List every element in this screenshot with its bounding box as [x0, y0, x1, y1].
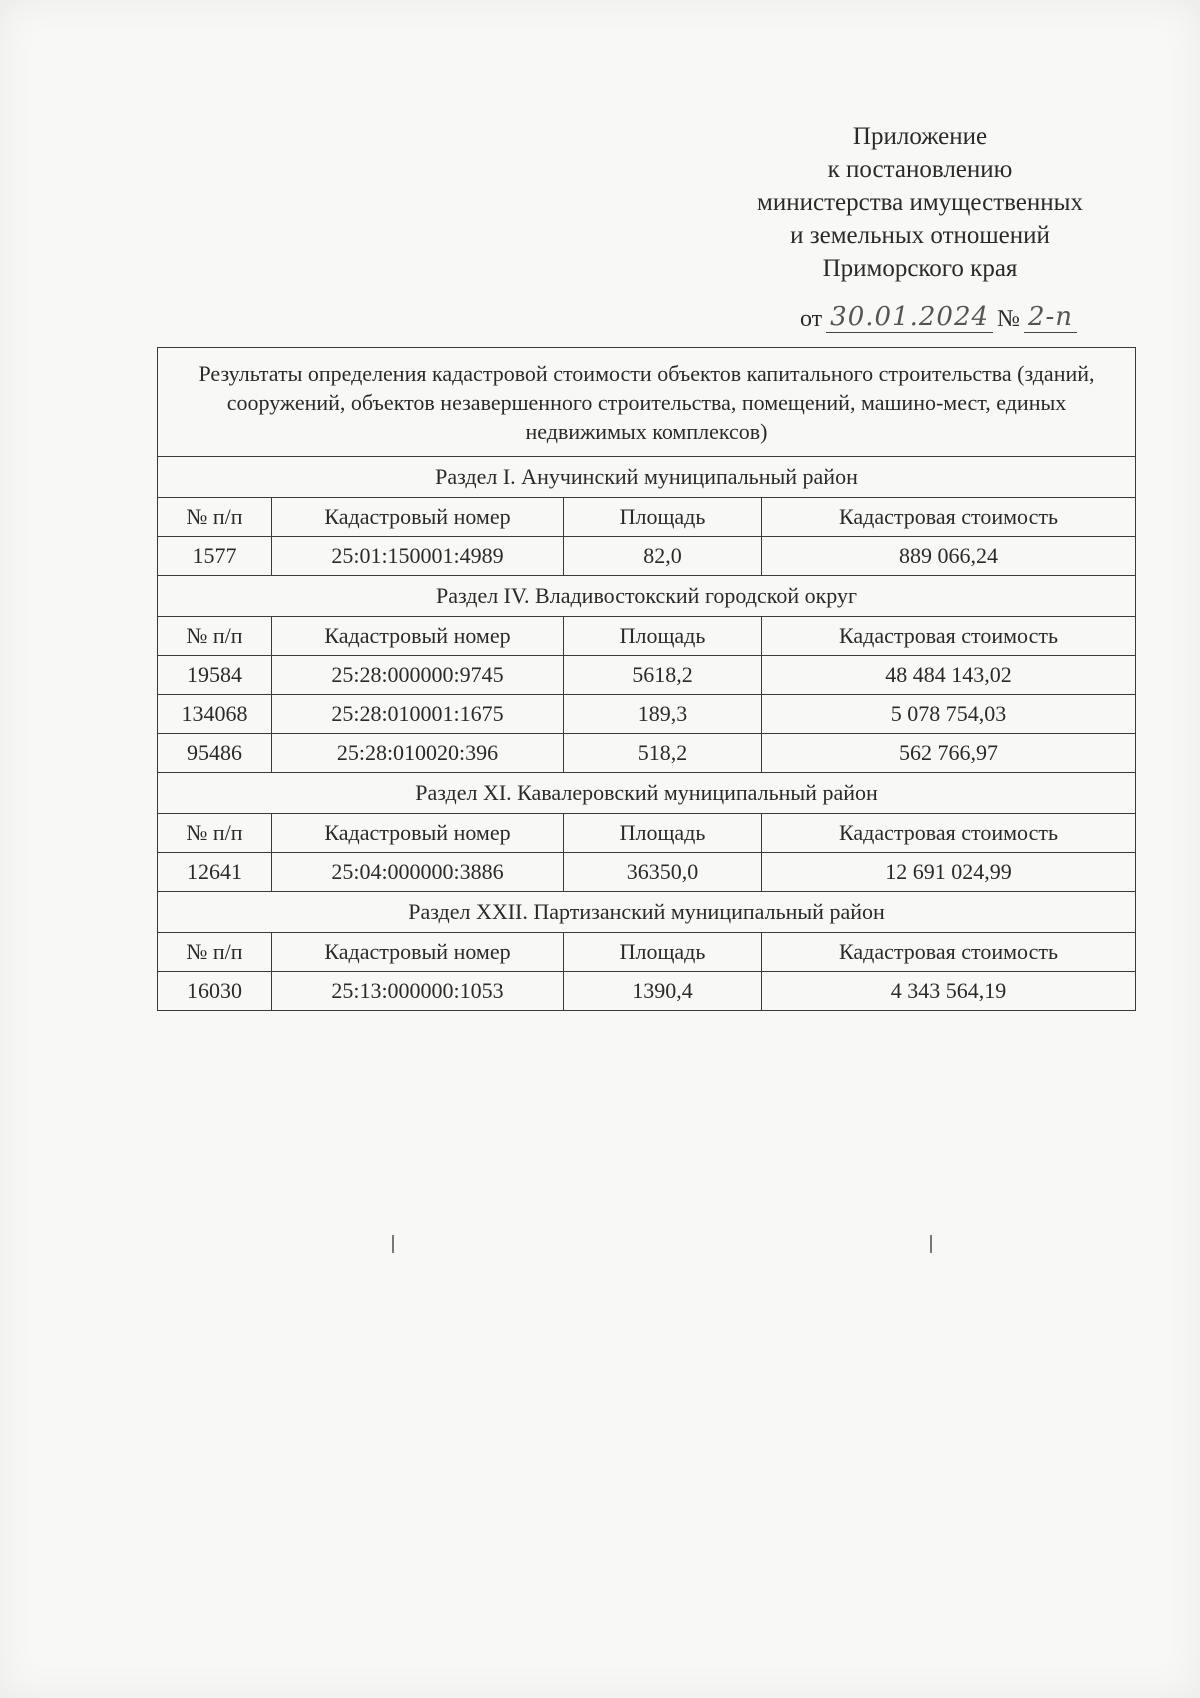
- number-label: №: [997, 306, 1020, 332]
- table-cell: 1390,4: [564, 972, 762, 1011]
- column-header-row: [158, 498, 1136, 537]
- section-heading: Раздел IV. Владивостокский городской округ: [158, 576, 1136, 617]
- scan-mark: [392, 1235, 394, 1253]
- table-cell: 12641: [158, 853, 272, 892]
- table-body: [158, 348, 1136, 1011]
- table-cell: 1577: [158, 537, 272, 576]
- column-header: Кадастровая стоимость: [762, 933, 1136, 972]
- column-header: Кадастровая стоимость: [762, 814, 1136, 853]
- table-cell: 134068: [158, 695, 272, 734]
- section-heading: Раздел XXII. Партизанский муниципальный район: [158, 892, 1136, 933]
- table-cell: 16030: [158, 972, 272, 1011]
- table-cell: 25:13:000000:1053: [272, 972, 564, 1011]
- appendix-line: министерства имущественных: [757, 189, 1083, 216]
- table-row: [158, 656, 1136, 695]
- table-cell: 189,3: [564, 695, 762, 734]
- column-header: Кадастровый номер: [272, 498, 564, 537]
- table-cell: 48 484 143,02: [762, 656, 1136, 695]
- document-dateline: [800, 302, 1130, 333]
- column-header: Кадастровая стоимость: [762, 498, 1136, 537]
- table-row: [158, 695, 1136, 734]
- table-row: [158, 853, 1136, 892]
- column-header-row: [158, 814, 1136, 853]
- handwritten-number: 2-п: [1024, 302, 1077, 333]
- table-row: [158, 537, 1136, 576]
- table-cell: 4 343 564,19: [762, 972, 1136, 1011]
- cadastral-table-wrapper: [157, 347, 1135, 1011]
- section-row: [158, 576, 1136, 617]
- column-header-row: [158, 617, 1136, 656]
- table-cell: 36350,0: [564, 853, 762, 892]
- column-header: Площадь: [564, 617, 762, 656]
- scan-mark: [930, 1235, 932, 1253]
- section-row: [158, 773, 1136, 814]
- table-cell: 82,0: [564, 537, 762, 576]
- column-header: Площадь: [564, 498, 762, 537]
- cadastral-value-table: [157, 347, 1136, 1011]
- section-row: [158, 457, 1136, 498]
- appendix-line: и земельных отношений: [790, 222, 1050, 249]
- table-row: [158, 972, 1136, 1011]
- section-heading: Раздел XI. Кавалеровский муниципальный район: [158, 773, 1136, 814]
- table-cell: 25:28:010001:1675: [272, 695, 564, 734]
- column-header-row: [158, 933, 1136, 972]
- column-header: Площадь: [564, 933, 762, 972]
- table-cell: 518,2: [564, 734, 762, 773]
- table-row: [158, 734, 1136, 773]
- column-header: № п/п: [158, 814, 272, 853]
- section-heading: Раздел I. Анучинский муниципальный район: [158, 457, 1136, 498]
- table-title-row: [158, 348, 1136, 457]
- table-cell: 12 691 024,99: [762, 853, 1136, 892]
- table-cell: 25:04:000000:3886: [272, 853, 564, 892]
- table-cell: 5 078 754,03: [762, 695, 1136, 734]
- table-cell: 19584: [158, 656, 272, 695]
- table-cell: 25:01:150001:4989: [272, 537, 564, 576]
- column-header: Кадастровая стоимость: [762, 617, 1136, 656]
- column-header: Площадь: [564, 814, 762, 853]
- appendix-line: Приморского края: [822, 255, 1018, 282]
- date-prefix: от: [800, 306, 823, 332]
- table-title: Результаты определения кадастровой стоимости объектов капитального строительства (зданий, сооружений, объектов незавершенного строительства, помещений, машино-мест, единых недвижимых комплексов): [158, 348, 1136, 457]
- column-header: Кадастровый номер: [272, 933, 564, 972]
- table-cell: 95486: [158, 734, 272, 773]
- appendix-line: Приложение: [852, 123, 988, 150]
- appendix-line: к постановлению: [827, 156, 1013, 183]
- table-cell: 889 066,24: [762, 537, 1136, 576]
- table-cell: 25:28:000000:9745: [272, 656, 564, 695]
- handwritten-date: 30.01.2024: [826, 302, 993, 333]
- table-cell: 562 766,97: [762, 734, 1136, 773]
- appendix-header: [720, 120, 1120, 285]
- column-header: № п/п: [158, 617, 272, 656]
- column-header: № п/п: [158, 933, 272, 972]
- table-cell: 5618,2: [564, 656, 762, 695]
- table-cell: 25:28:010020:396: [272, 734, 564, 773]
- section-row: [158, 892, 1136, 933]
- column-header: Кадастровый номер: [272, 617, 564, 656]
- column-header: Кадастровый номер: [272, 814, 564, 853]
- column-header: № п/п: [158, 498, 272, 537]
